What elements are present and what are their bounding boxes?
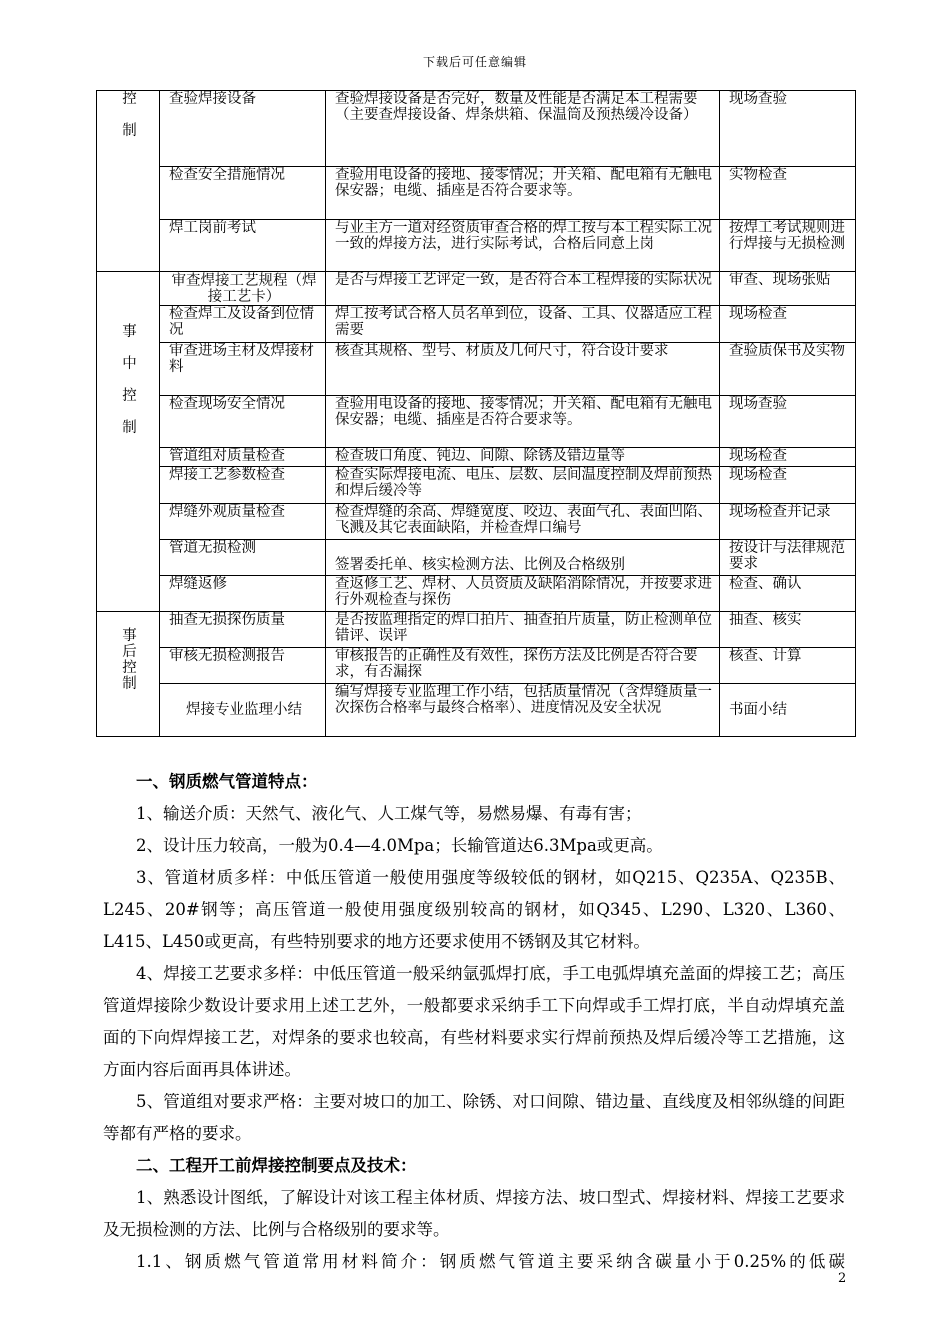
table-row xyxy=(97,167,856,220)
table-row xyxy=(97,343,856,396)
control-method: 审查、现场张贴 xyxy=(720,272,856,306)
control-content: 签署委托单、核实检测方法、比例及合格级别 xyxy=(326,540,720,576)
control-method: 查验质保书及实物 xyxy=(720,343,856,396)
control-method: 核查、计算 xyxy=(720,648,856,684)
page-header-note: 下载后可任意编辑 xyxy=(422,55,527,69)
phase-char xyxy=(106,404,153,420)
control-content: 查验焊接设备是否完好，数量及性能是否满足本工程需要（主要查焊接设备、焊条烘箱、保温筒及预热缓冷设备） xyxy=(326,91,720,167)
control-method: 抽查、核实 xyxy=(720,612,856,648)
control-item: 查验焊接设备 xyxy=(160,91,326,167)
control-item: 检查现场安全情况 xyxy=(160,396,326,448)
phase-label xyxy=(97,91,160,272)
page-number: 2 xyxy=(838,1271,847,1286)
control-item: 管道无损检测 xyxy=(160,540,326,576)
control-content: 焊工按考试合格人员名单到位，设备、工具、仪器适应工程需要 xyxy=(326,306,720,343)
body-paragraph: 2、设计压力较高，一般为0.4—4.0Mpa；长输管道达6.3Mpa或更高。 xyxy=(136,836,663,855)
control-content: 检查实际焊接电流、电压、层数、层间温度控制及焊前预热和焊后缓冷等 xyxy=(326,467,720,504)
phase-char xyxy=(106,107,153,123)
control-item: 管道组对质量检查 xyxy=(160,448,326,467)
control-method: 书面小结 xyxy=(720,684,856,737)
phase-char: 中 xyxy=(122,356,137,372)
control-method: 实物检查 xyxy=(720,167,856,220)
phase-char xyxy=(106,340,153,356)
control-content: 是否按监理指定的焊口拍片、抽查拍片质量，防止检测单位错评、误评 xyxy=(326,612,720,648)
document-body xyxy=(103,766,845,1278)
table-row xyxy=(97,648,856,684)
control-content: 与业主方一道对经资质审查合格的焊工按与本工程实际工况一致的焊接方法，进行实际考试，合格后同意上岗 xyxy=(326,220,720,272)
phase-char: 制 xyxy=(122,420,137,436)
table-row xyxy=(97,91,856,167)
control-content: 审核报告的正确性及有效性，探伤方法及比例是否符合要求，有否漏探 xyxy=(326,648,720,684)
control-content: 是否与焊接工艺评定一致，是否符合本工程焊接的实际状况 xyxy=(326,272,720,306)
table-row xyxy=(97,576,856,612)
phase-char: 事 xyxy=(122,324,137,340)
control-method: 现场检查 xyxy=(720,467,856,504)
control-item: 审查进场主材及焊接材料 xyxy=(160,343,326,396)
control-method: 现场查验 xyxy=(720,396,856,448)
control-item: 焊接工艺参数检查 xyxy=(160,467,326,504)
table-row xyxy=(97,448,856,467)
control-method: 按设计与法律规范要求 xyxy=(720,540,856,576)
table-row xyxy=(97,540,856,576)
control-item: 审查焊接工艺规程（焊接工艺卡） xyxy=(160,272,326,306)
control-method: 现场检查并记录 xyxy=(720,504,856,540)
control-method: 现场查验 xyxy=(720,91,856,167)
phase-char xyxy=(106,372,153,388)
control-content: 编写焊接专业监理工作小结，包括质量情况（含焊缝质量一次探伤合格率与最终合格率）、进度情况及安全状况 xyxy=(326,684,720,737)
control-content: 查验用电设备的接地、接零情况；开关箱、配电箱有无触电保安器；电缆、插座是否符合要求等。 xyxy=(326,396,720,448)
section-heading: 二、工程开工前焊接控制要点及技术： xyxy=(136,1156,417,1175)
phase-char: 控 xyxy=(122,388,137,404)
table-row xyxy=(97,684,856,737)
phase-label xyxy=(97,272,160,612)
phase-char: 制 xyxy=(122,123,137,139)
control-method: 现场检查 xyxy=(720,306,856,343)
control-content: 核查其规格、型号、材质及几何尺寸，符合设计要求 xyxy=(326,343,720,396)
body-paragraph: 1、熟悉设计图纸，了解设计对该工程主体材质、焊接方法、坡口型式、焊接材料、焊接工艺要求及无损检测的方法、比例与合格级别的要求等。 xyxy=(103,1188,845,1239)
body-paragraph: 1.1、钢质燃气管道常用材料简介：钢质燃气管道主要采纳含碳量小于0.25%的低碳 xyxy=(136,1252,845,1271)
control-content: 检查坡口角度、钝边、间隙、除锈及错边量等 xyxy=(326,448,720,467)
control-item: 焊缝返修 xyxy=(160,576,326,612)
control-item: 焊接专业监理小结 xyxy=(160,684,326,737)
control-content: 查返修工艺、焊材、人员资质及缺陷消除情况，并按要求进行外观检查与探伤 xyxy=(326,576,720,612)
phase-char: 控 xyxy=(122,660,137,676)
control-method: 现场检查 xyxy=(720,448,856,467)
control-item: 焊工岗前考试 xyxy=(160,220,326,272)
control-method: 检查、确认 xyxy=(720,576,856,612)
control-content: 检查焊缝的余高、焊缝宽度、咬边、表面气孔、表面凹陷、飞溅及其它表面缺陷，并检查焊口编号 xyxy=(326,504,720,540)
table-row xyxy=(97,306,856,343)
control-content: 查验用电设备的接地、接零情况；开关箱、配电箱有无触电保安器；电缆、插座是否符合要求等。 xyxy=(326,167,720,220)
phase-label xyxy=(97,612,160,737)
body-paragraph: 3、管道材质多样：中低压管道一般使用强度等级较低的钢材，如Q215、Q235A、Q235B、L245、20#钢等；高压管道一般使用强度级别较高的钢材，如Q345、L290、L320、L360、L415、L450或更高，有些特别要求的地方还要求使用不锈钢及其它材料。 xyxy=(103,868,845,951)
table-row xyxy=(97,220,856,272)
section-heading: 一、钢质燃气管道特点： xyxy=(136,772,318,791)
phase-char: 控 xyxy=(122,91,137,107)
control-item: 检查安全措施情况 xyxy=(160,167,326,220)
phase-char: 制 xyxy=(122,676,137,692)
table-row xyxy=(97,504,856,540)
table-row xyxy=(97,396,856,448)
table-row xyxy=(97,612,856,648)
phase-char: 后 xyxy=(122,644,137,660)
control-method: 按焊工考试规则进行焊接与无损检测 xyxy=(720,220,856,272)
body-paragraph: 4、焊接工艺要求多样：中低压管道一般采纳氩弧焊打底，手工电弧焊填充盖面的焊接工艺；高压管道焊接除少数设计要求用上述工艺外，一般都要求采纳手工下向焊或手工焊打底，半自动焊填充盖面的下向焊焊接工艺，对焊条的要求也较高，有些材料要求实行焊前预热及焊后缓冷等工艺措施，这方面内容后面再具体讲述。 xyxy=(103,964,845,1079)
body-paragraph: 1、输送介质：天然气、液化气、人工煤气等，易燃易爆、有毒有害； xyxy=(136,804,642,823)
welding-control-table xyxy=(96,90,856,737)
phase-char: 事 xyxy=(122,628,137,644)
table-row xyxy=(97,272,856,306)
table-row xyxy=(97,467,856,504)
control-item: 审核无损检测报告 xyxy=(160,648,326,684)
body-paragraph: 5、管道组对要求严格：主要对坡口的加工、除锈、对口间隙、错边量、直线度及相邻纵缝的间距等都有严格的要求。 xyxy=(103,1092,845,1143)
control-item: 焊缝外观质量检查 xyxy=(160,504,326,540)
control-item: 检查焊工及设备到位情况 xyxy=(160,306,326,343)
control-item: 抽查无损探伤质量 xyxy=(160,612,326,648)
